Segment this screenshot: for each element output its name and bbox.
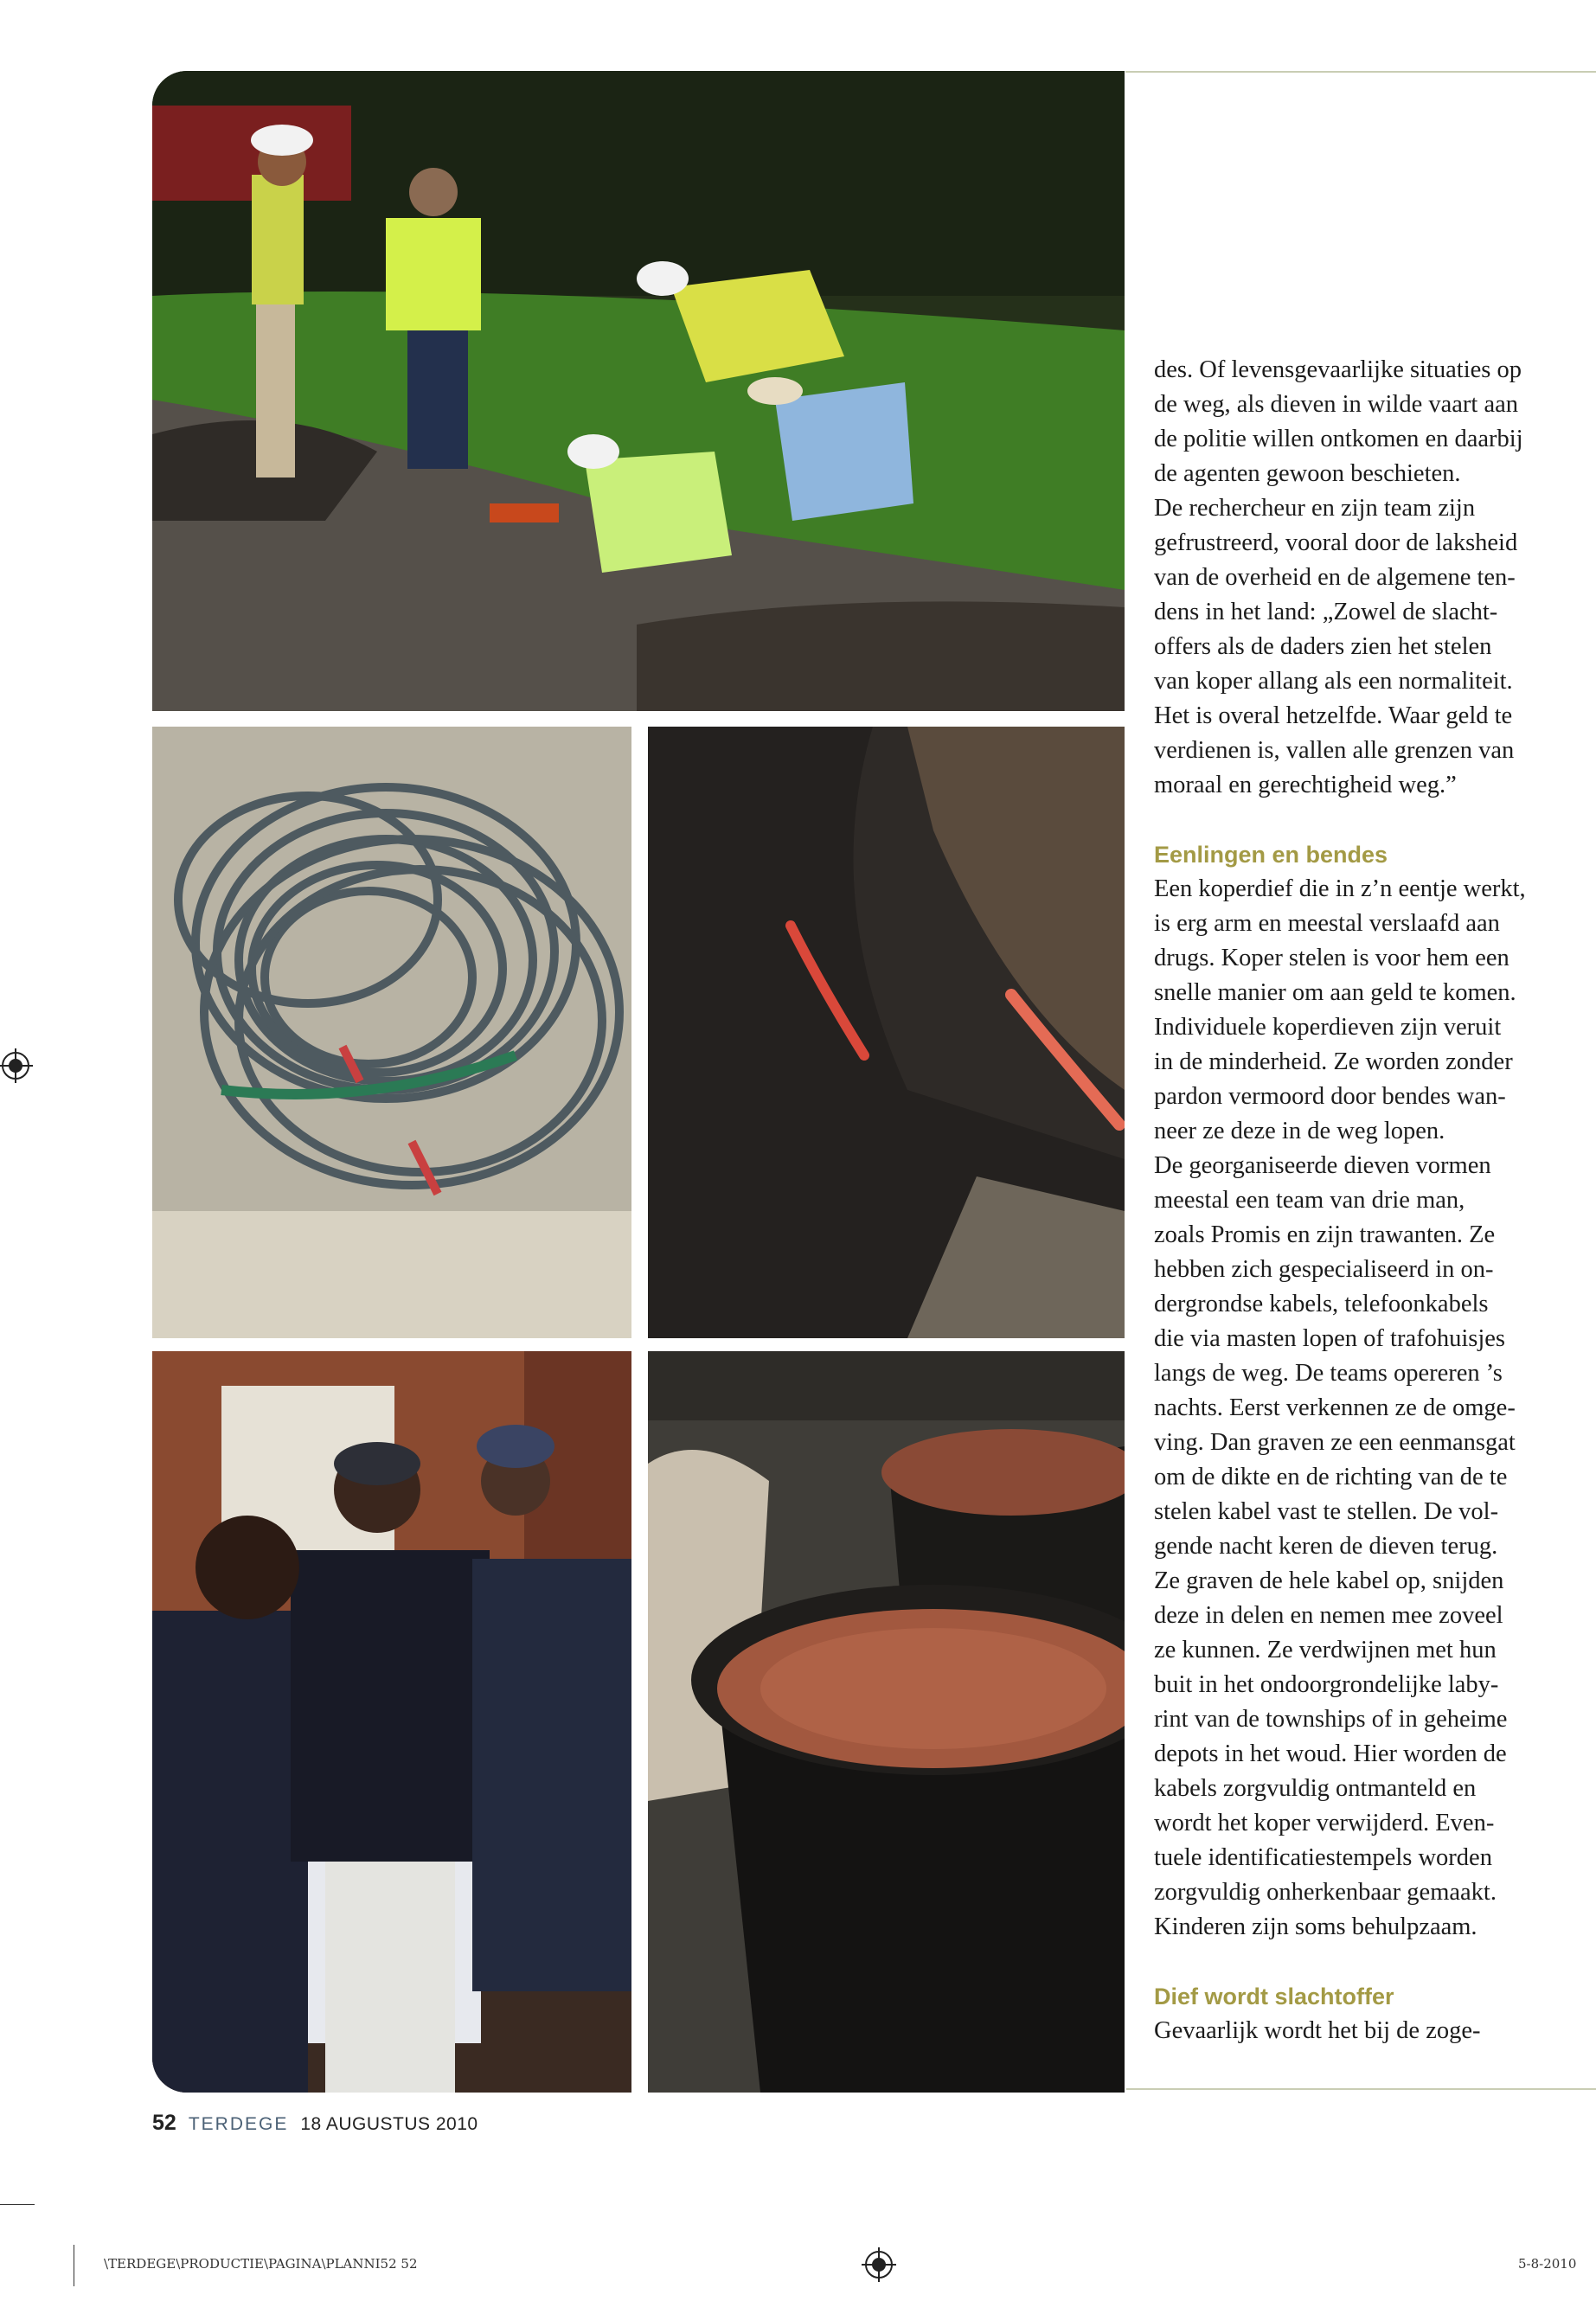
registration-mark-icon	[0, 1048, 33, 1083]
text-line: pardon vermoord door bendes wan-	[1154, 1083, 1506, 1110]
text-line: rint van de townships of in geheime	[1154, 1706, 1508, 1733]
text-line: zoals Promis en zijn trawanten. Ze	[1154, 1221, 1496, 1248]
text-line: neer ze deze in de weg lopen.	[1154, 1118, 1445, 1144]
photo-workers-at-trench	[152, 71, 1125, 711]
text-line: in de minderheid. Ze worden zonder	[1154, 1048, 1513, 1075]
text-line: langs de weg. De teams opereren ’s	[1154, 1360, 1503, 1387]
text-line: verdienen is, vallen alle grenzen van	[1154, 737, 1515, 764]
photo-bins-of-copper	[648, 1351, 1125, 2093]
text-line: offers als de daders zien het stelen	[1154, 633, 1492, 660]
slug-path: \TERDEGE\PRODUCTIE\PAGINA\PLANNI52 52	[104, 2256, 418, 2272]
photo-red-cable-in-ground	[648, 727, 1125, 1338]
text-line: de agenten gewoon beschieten.	[1154, 460, 1461, 487]
subheading-eenlingen-en-bendes: Eenlingen en bendes	[1154, 842, 1388, 868]
page-number: 52	[152, 2111, 176, 2135]
text-line: is erg arm en meestal verslaafd aan	[1154, 910, 1500, 937]
text-line: hebben zich gespecialiseerd in on-	[1154, 1256, 1494, 1283]
text-line: depots in het woud. Hier worden de	[1154, 1740, 1507, 1767]
text-line: stelen kabel vast te stellen. De vol-	[1154, 1498, 1499, 1525]
text-line: snelle manier om aan geld te komen.	[1154, 979, 1516, 1006]
subheading-dief-wordt-slachtoffer: Dief wordt slachtoffer	[1154, 1984, 1394, 2009]
article-paragraph	[1154, 353, 1591, 803]
text-line: Een koperdief die in z’n eentje werkt,	[1154, 875, 1526, 902]
text-line: dens in het land: „Zowel de slacht-	[1154, 599, 1498, 625]
text-line: zorgvuldig onherkenbaar gemaakt.	[1154, 1879, 1497, 1906]
folio	[152, 2111, 478, 2140]
photo-coiled-cables	[152, 727, 631, 1338]
issue-date: 18 AUGUSTUS 2010	[300, 2114, 478, 2134]
text-line: moraal en gerechtigheid weg.”	[1154, 772, 1457, 798]
text-line: van de overheid en de algemene ten-	[1154, 564, 1516, 591]
slug-date: 5-8-2010	[1518, 2256, 1577, 2272]
text-line: gende nacht keren de dieven terug.	[1154, 1533, 1498, 1560]
bottom-rule	[1126, 2088, 1596, 2090]
magazine-name: TERDEGE	[188, 2114, 289, 2134]
text-line: Ze graven de hele kabel op, snijden	[1154, 1567, 1504, 1594]
text-line: De georganiseerde dieven vormen	[1154, 1152, 1491, 1179]
text-line: De rechercheur en zijn team zijn	[1154, 495, 1476, 522]
text-line: Kinderen zijn soms behulpzaam.	[1154, 1913, 1477, 1940]
text-line: Individuele koperdieven zijn veruit	[1154, 1014, 1502, 1041]
crop-mark	[0, 2204, 35, 2205]
text-line: Gevaarlijk wordt het bij de zoge-	[1154, 2017, 1481, 2044]
text-line: die via masten lopen of trafohuisjes	[1154, 1325, 1506, 1352]
text-line: de weg, als dieven in wilde vaart aan	[1154, 391, 1519, 418]
text-line: buit in het ondoorgrondelijke laby-	[1154, 1671, 1499, 1698]
text-line: Het is overal hetzelfde. Waar geld te	[1154, 702, 1513, 729]
registration-mark-icon	[862, 2247, 896, 2282]
text-line: tuele identificatiestempels worden	[1154, 1844, 1492, 1871]
text-line: van koper allang als een normaliteit.	[1154, 668, 1513, 695]
text-line: om de dikte en de richting van de te	[1154, 1464, 1508, 1490]
text-line: ze kunnen. Ze verdwijnen met hun	[1154, 1637, 1497, 1663]
text-line: dergrondse kabels, telefoonkabels	[1154, 1291, 1489, 1317]
text-line: nachts. Eerst verkennen ze de omge-	[1154, 1394, 1516, 1421]
photo-police-officers	[152, 1351, 631, 2093]
text-line: kabels zorgvuldig ontmanteld en	[1154, 1775, 1477, 1802]
text-line: drugs. Koper stelen is voor hem een	[1154, 945, 1509, 971]
article-column	[1154, 353, 1591, 2048]
text-line: de politie willen ontkomen en daarbij	[1154, 426, 1523, 452]
text-line: gefrustreerd, vooral door de laksheid	[1154, 529, 1518, 556]
text-line: des. Of levensgevaarlijke situaties op	[1154, 356, 1522, 383]
photo-collage	[152, 71, 1125, 2093]
top-rule	[1125, 71, 1596, 73]
text-line: ving. Dan graven ze een eenmansgat	[1154, 1429, 1516, 1456]
article-paragraph	[1154, 872, 1591, 1945]
text-line: deze in delen en nemen mee zoveel	[1154, 1602, 1503, 1629]
article-paragraph	[1154, 2014, 1591, 2048]
text-line: wordt het koper verwijderd. Even-	[1154, 1810, 1495, 1836]
text-line: meestal een team van drie man,	[1154, 1187, 1465, 1214]
